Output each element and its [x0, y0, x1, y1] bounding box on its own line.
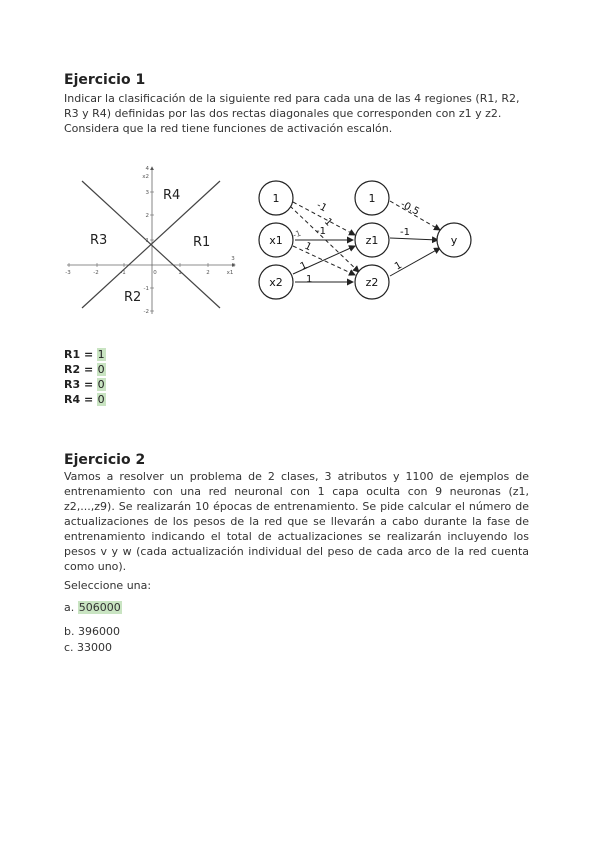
weight-label: 1 [321, 216, 335, 229]
answer-value: 0 [97, 378, 105, 391]
weight-label: 1 [298, 260, 310, 273]
exercise-1-text: Indicar la clasificación de la siguiente red para cada una de las 4 regiones (R1, R2, R3 y R4) definidas por las dos rectas diagonales que corresponden con z1 y z2. Considera que la red tiene funciones de activación escalón. [64, 92, 520, 135]
option-prefix: a. [64, 601, 75, 614]
answer-value: 1 [97, 348, 105, 361]
x-tick: 2 [206, 270, 210, 276]
weight-label: 1 [306, 274, 313, 285]
node-z1: z1 [365, 234, 379, 247]
weight-label: 1 [393, 259, 405, 273]
exercise-2-text: Vamos a resolver un problema de 2 clases, 3 atributos y 1100 de ejemplos de entrenamiento con una red neuronal con 1 capa oculta con 9 neuronas (z1, z2,...,z9). Se realizarán 10 épocas de entrenamiento. Se pide calcular el número de actualizaciones de los pesos de la red que se llevarán a cabo durante la fase de entrenamiento indicando el total de actualizaciones se realizarán incluyendo los pesos v y w (cada actualización individual del peso de cada arco de la red cuenta como uno). [64, 470, 529, 573]
option-value: 396000 [77, 625, 120, 638]
weight-label: -1 [314, 199, 329, 215]
answer-value: 0 [97, 363, 105, 376]
weight-label: -0.5 [398, 198, 421, 218]
node-y: y [450, 234, 458, 247]
answer-r4 [64, 392, 106, 407]
node-z2: z2 [365, 276, 379, 289]
select-prompt: Seleccione una: [64, 579, 152, 592]
answer-label: R1 = [64, 348, 94, 361]
option-b[interactable] [64, 625, 120, 638]
x-tick: 1 [178, 270, 182, 276]
answer-label: R3 = [64, 378, 94, 391]
y-tick: 3 [145, 190, 149, 196]
x-axis-label: x1 [226, 270, 234, 276]
option-prefix: c. [64, 641, 74, 654]
region-label-r1: R1 [193, 235, 211, 250]
option-c[interactable] [64, 641, 112, 654]
x-tick: 3 [231, 256, 235, 262]
weight-label: 1 [302, 240, 314, 254]
x-tick: -2 [93, 270, 99, 276]
answer-label: R4 = [64, 393, 94, 406]
x-tick: 0 [153, 270, 157, 276]
region-label-r3: R3 [90, 233, 108, 248]
node-x2: x2 [269, 276, 283, 289]
y-tick: 4 [145, 166, 149, 172]
region-label-r4: R4 [163, 188, 181, 203]
answer-r3 [64, 377, 106, 392]
answer-r2 [64, 362, 106, 377]
answer-label: R2 = [64, 363, 94, 376]
option-value: 33000 [77, 641, 113, 654]
option-prefix: b. [64, 625, 75, 638]
y-tick: 2 [145, 213, 149, 219]
weight-label: -1 [291, 228, 303, 240]
weight-label: -1 [400, 227, 410, 238]
answer-r1 [64, 347, 106, 362]
option-a[interactable] [64, 601, 122, 614]
x-tick: -3 [65, 270, 71, 276]
y-tick: -2 [143, 309, 149, 315]
option-value: 506000 [78, 601, 121, 614]
answer-value: 0 [97, 393, 105, 406]
network-diagram [254, 178, 478, 302]
node-x1: x1 [269, 234, 283, 247]
node-bias-hidden: 1 [368, 192, 376, 205]
exercise-1-title: Ejercicio 1 [64, 72, 146, 88]
region-label-r2: R2 [124, 290, 142, 305]
node-bias-input: 1 [272, 192, 280, 205]
region-plot [62, 162, 242, 320]
y-axis-label: x2 [142, 174, 149, 180]
weight-label: -1 [316, 226, 326, 237]
exercise-2-title: Ejercicio 2 [64, 452, 146, 468]
x-tick: -1 [120, 270, 126, 276]
y-tick: -1 [143, 286, 149, 292]
